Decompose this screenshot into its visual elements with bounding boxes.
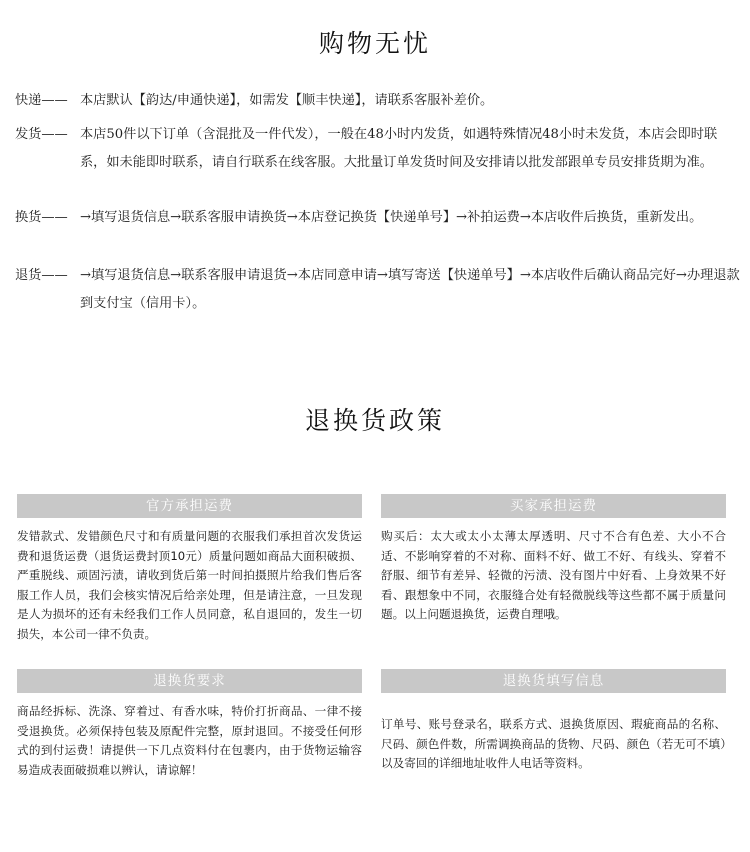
policy-express <box>15 87 742 115</box>
return-info-box <box>381 669 726 774</box>
policy-exchange-text: →填写退货信息→联系客服申请换货→本店登记换货【快递单号】→补拍运费→本店收件后换货，重新发出。 <box>80 210 703 225</box>
buyer-shipping-text: 购买后：太大或太小太薄太厚透明、尺寸不合有色差、大小不合适、不影响穿着的不对称、面料不好、做工不好、有线头、穿着不舒服、细节有差异、轻微的污渍、没有图片中好看、上身效果不好看、跟想象中不同，衣服缝合处有轻微脱线等这些都不属于质量问题。以上问题退换货，运费自理哦。 <box>381 529 726 622</box>
policy-return <box>15 262 742 318</box>
return-requirements-box <box>17 669 362 780</box>
policy-express-text: 本店默认【韵达/申通快递】，如需发【顺丰快递】，请联系客服补差价。 <box>80 93 494 108</box>
official-shipping-header: 官方承担运费 <box>17 494 362 518</box>
policy-express-label: 快递—— <box>15 93 68 108</box>
official-shipping-text: 发错款式、发错颜色尺寸和有质量问题的衣服我们承担首次发货运费和退货运费（退货运费封顶10元）质量问题如商品大面积破损、严重脱线、顽固污渍，请收到货后第一时间拍摄照片给我们售后客服工作人员，我们会核实情况后给亲处理，但是请注意，一旦发现是人为损坏的还有未经我们工作人员同意，私自退回的，发生一切损失，本公司一律不负责。 <box>17 529 362 641</box>
policy-exchange <box>15 204 742 232</box>
policy-shipping-label: 发货—— <box>15 127 68 142</box>
buyer-shipping-box <box>381 494 726 625</box>
return-policy-title: 退换货政策 <box>304 406 445 435</box>
policy-shipping-text: 本店50件以下订单（含混批及一件代发），一般在48小时内发货，如遇特殊情况48小时未发货，本店会即时联系，如未能即时联系，请自行联系在线客服。大批量订单发货时间及安排请以批发部跟单专员安排货期为准。 <box>80 127 718 170</box>
return-info-text: 订单号、账号登录名，联系方式、退换货原因、瑕疵商品的名称、尺码、颜色件数，所需调换商品的货物、尺码、颜色（若无可不填）以及寄回的详细地址收件人电话等资料。 <box>381 717 726 771</box>
policy-shipping <box>15 121 742 177</box>
shopping-worry-free-title: 购物无忧 <box>318 29 431 58</box>
return-requirements-header: 退换货要求 <box>17 669 362 693</box>
official-shipping-box <box>17 494 362 645</box>
return-info-header: 退换货填写信息 <box>381 669 726 693</box>
buyer-shipping-header: 买家承担运费 <box>381 494 726 518</box>
policy-exchange-label: 换货—— <box>15 210 68 225</box>
policy-return-label: 退货—— <box>15 268 68 283</box>
return-requirements-text: 商品经拆标、洗涤、穿着过、有香水味，特价打折商品、一律不接受退换货。必须保持包装及原配件完整，原封退回。不接受任何形式的到付运费！请提供一下几点资料付在包裹内，由于货物运输容易造成表面破损难以辨认，请谅解！ <box>17 704 362 777</box>
policy-return-text: →填写退货信息→联系客服申请退货→本店同意申请→填写寄送【快递单号】→本店收件后确认商品完好→办理退款到支付宝（信用卡）。 <box>80 268 740 311</box>
